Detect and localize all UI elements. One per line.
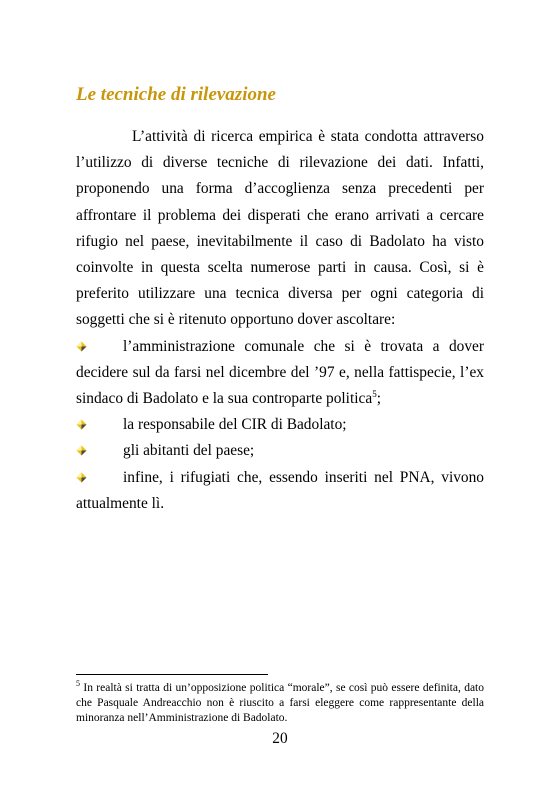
page-number: 20: [272, 730, 288, 747]
intro-paragraph: L’attività di ricerca empirica è stata condotta attraverso l’utilizzo di diverse tecniche di rilevazione dei dati. Infatti, proponendo una forma d’accoglienza senza precedenti per affrontare il problema dei disperati che erano arrivati a cercare rifugio nel paese, inevitabilmente il caso di Badolato ha visto coinvolte in questa scelta numerose parti in causa. Così, si è preferito utilizzare una tecnica diversa per ogni categoria di soggetti che si è ritenuto opportuno dover ascoltare:: [76, 128, 484, 329]
list-item-text: l’amministrazione comunale che si è trovata a dover decidere sul da farsi nel dicembre del ’97 e, nella fattispecie, l’ex sindaco di Badolato e la sua controparte politica: [76, 337, 484, 408]
bullet-diamond-icon: [76, 465, 123, 491]
bullet-diamond-icon: [76, 438, 123, 464]
bullet-diamond-icon: [76, 412, 123, 438]
footnote-number: 5: [76, 679, 80, 689]
list-item-text: gli abitanti del paese;: [123, 442, 255, 460]
footnote-divider: [76, 674, 268, 675]
list-item: [76, 465, 484, 517]
footnote-ref[interactable]: 5: [372, 388, 377, 399]
bullet-diamond-icon: [76, 334, 123, 360]
body-text: [76, 124, 484, 517]
list-item-tail: ;: [376, 390, 381, 408]
list-item-text: infine, i rifugiati che, essendo inseriti nel PNA, vivono attualmente lì.: [76, 468, 484, 512]
list-item: [76, 438, 484, 464]
list-item: [76, 334, 484, 413]
section-heading: Le tecniche di rilevazione: [76, 84, 276, 105]
footnote: [76, 681, 484, 726]
list-item-text: la responsabile del CIR di Badolato;: [123, 416, 347, 434]
footnote-text: In realtà si tratta di un’opposizione politica “morale”, se così può essere definita, dato che Pasquale Andreacchio non è riuscito a farsi eleggere come rappresentante della minoranza nell’Amministrazione di Badolato.: [76, 682, 485, 724]
list-item: [76, 412, 484, 438]
